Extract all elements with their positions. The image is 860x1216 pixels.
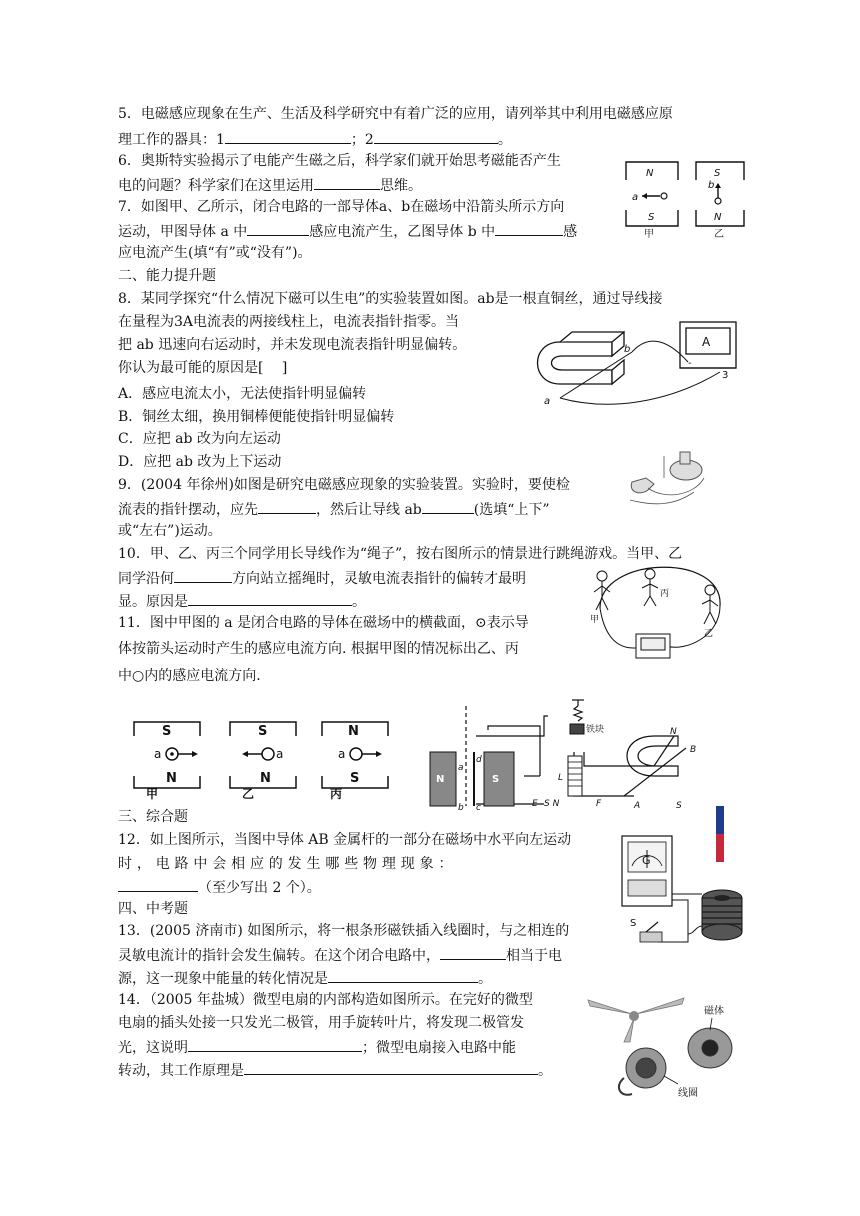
- q14-blank-1[interactable]: [188, 1035, 362, 1052]
- q7-line1: 7．如图甲、乙所示，闭合电路的一部导体a、b在磁场中沿箭头所示方向: [118, 199, 565, 215]
- fig8-label-b: b: [624, 344, 631, 355]
- q12-text-b: （至少写出 2 个）。: [198, 880, 321, 896]
- q5-text-a: 理工作的器具：1: [118, 132, 225, 148]
- q5-blank-2[interactable]: [374, 127, 498, 144]
- q14-line1: 14．（2005 年盐城）微型电扇的内部构造如图所示。在完好的微型: [118, 992, 533, 1008]
- figure-q13-coil: [618, 802, 753, 952]
- fig12-label-A: A: [634, 801, 641, 811]
- q9-text-c: (选填“上下”: [473, 502, 550, 518]
- fig11-yi-bottom: N: [260, 771, 271, 786]
- q10-line1: 10．甲、乙、丙三个同学用长导线作为“绳子”，按右图所示的情景进行跳绳游戏。当甲、乙: [118, 546, 683, 562]
- fig12-label-L: L: [558, 773, 564, 783]
- q6-line1: 6．奥斯特实验揭示了电能产生磁之后，科学家们就开始思考磁能否产生: [118, 153, 561, 169]
- q11-line3: 中○内的感应电流方向.: [118, 668, 261, 684]
- q14-text-a: 光，这说明: [118, 1040, 188, 1056]
- fig14-label-magnet: 磁体: [704, 1006, 724, 1017]
- fig12-label-c: c: [476, 803, 481, 813]
- fig12-label-N: N: [670, 727, 677, 737]
- q13-text-a: 灵敏电流计的指针会发生偏转。在这个闭合电路中，: [118, 948, 440, 964]
- q10-blank-1[interactable]: [174, 566, 232, 583]
- fig8-meter-label: A: [702, 335, 711, 349]
- fig7-label-b: b: [708, 180, 715, 191]
- fig10-label-jia: 甲: [590, 615, 600, 625]
- q9-blank-2[interactable]: [422, 497, 474, 514]
- q10-text-b2: 。: [352, 594, 366, 610]
- q7-line2: [118, 219, 577, 243]
- q14-text-b2: 。: [538, 1063, 552, 1079]
- q8-option-b[interactable]: B．铜丝太细，换用铜棒便能使指针明显偏转: [118, 409, 395, 425]
- q14-text-a2: 转动，其工作原理是: [118, 1063, 244, 1079]
- q10-line3: [118, 589, 366, 613]
- fig11-bing-bottom: S: [350, 771, 360, 786]
- fig12-label-a: a: [458, 763, 464, 773]
- q8-line2: 在量程为3A电流表的两接线柱上，电流表指针指零。当: [118, 314, 460, 330]
- fig12-label-F: F: [596, 799, 602, 809]
- q8-option-d[interactable]: D．应把 ab 改为上下运动: [118, 454, 282, 470]
- q12-line2: 时 ， 电 路 中 会 相 应 的 发 生 哪 些 物 理 现 象 ：: [118, 856, 453, 872]
- q13-line3: [118, 966, 492, 990]
- q5-text-b: ；2: [350, 132, 374, 148]
- fig11-caption-jia: 甲: [146, 787, 159, 801]
- fig12-label-B: B: [690, 745, 697, 755]
- fig11-jia-top: S: [162, 724, 172, 739]
- figure-q8-apparatus: [520, 312, 745, 412]
- fig11-bing-top: N: [348, 724, 359, 739]
- q13-text-b2: 。: [478, 971, 492, 987]
- q5-line1: 5．电磁感应现象在生产、生活及科学研究中有着广泛的应用，请列举其中利用电磁感应原: [118, 106, 673, 122]
- fig8-terminal-3: 3: [722, 370, 729, 381]
- fig7-bottom-right: N: [714, 212, 722, 223]
- figure-q14-fan: [584, 990, 754, 1102]
- fig7-caption-jia: 甲: [644, 229, 654, 240]
- fig8-label-a: a: [544, 396, 551, 407]
- q14-text-b: ；微型电扇接入电路中能: [362, 1040, 516, 1056]
- fig14-label-coil: 线圈: [678, 1088, 698, 1099]
- q6-text-a: 电的问题？科学家们在这里运用: [118, 178, 314, 194]
- q10-text-a: 同学沿何: [118, 571, 174, 587]
- fig7-caption-yi: 乙: [714, 229, 724, 240]
- q14-line2: 电扇的插头处接一只发光二极管，用手旋转叶片，将发现二极管发: [118, 1015, 524, 1031]
- fig10-label-bing: 丙: [660, 589, 670, 599]
- q8-option-c[interactable]: C．应把 ab 改为向左运动: [118, 431, 281, 447]
- fig12-label-SN: S N: [544, 799, 560, 809]
- q9-blank-1[interactable]: [258, 497, 316, 514]
- fig7-label-a: a: [632, 192, 639, 203]
- fig7-top-right: S: [714, 168, 721, 179]
- q14-line4: [118, 1058, 552, 1082]
- q7-text-a: 运动，甲图导体 a 中: [118, 224, 248, 240]
- svg-text:N: N: [436, 774, 445, 785]
- fig12-label-S: S: [676, 801, 682, 811]
- fig8-terminal-minus: -: [688, 358, 692, 369]
- q5-line2: [118, 127, 512, 151]
- q7-text-b: 感应电流产生，乙图导体 b 中: [309, 224, 496, 240]
- q12-line1: 12．如上图所示，当图中导体 AB 金属杆的一部分在磁场中水平向左运动: [118, 832, 572, 848]
- fig12-label-iron: 铁块: [586, 725, 605, 735]
- q10-blank-2[interactable]: [188, 589, 352, 606]
- q13-line1: 13．(2005 济南市) 如图所示，将一根条形磁铁插入线圈时，与之相连的: [118, 923, 570, 939]
- fig7-bottom-left: S: [648, 212, 655, 223]
- svg-text:a: a: [276, 747, 284, 761]
- q14-blank-2[interactable]: [244, 1058, 538, 1075]
- fig11-jia-bottom: N: [166, 771, 177, 786]
- fig13-label-S: S: [630, 918, 637, 929]
- q6-text-b: 思维。: [380, 178, 422, 194]
- q10-text-a2: 显。原因是: [118, 594, 188, 610]
- figure-q12-circuit: [424, 696, 714, 814]
- q8-line3: 把 ab 迅速向右运动时，并未发现电流表指针明显偏转。: [118, 337, 467, 353]
- fig12-label-E: E: [532, 799, 538, 809]
- q12-blank[interactable]: [118, 875, 198, 892]
- section-4-heading: 四、中考题: [118, 901, 188, 917]
- q7-text-c: 感: [563, 224, 578, 240]
- q13-line2: [118, 943, 562, 967]
- q8-line1: 8．某同学探究“什么情况下磁可以生电”的实验装置如图。ab是一根直铜丝，通过导线接: [118, 291, 663, 307]
- q9-text-a: 流表的指针摆动，应先: [118, 502, 258, 518]
- svg-text:a: a: [338, 747, 346, 761]
- figure-q9-apparatus: [624, 448, 720, 510]
- figure-q7-magnets: [620, 152, 750, 242]
- svg-text:a: a: [154, 747, 162, 761]
- fig13-label-G: G: [642, 854, 651, 867]
- q7-line3: 应电流产生(填“有”或“没有”)。: [118, 245, 312, 261]
- q13-blank-2[interactable]: [328, 966, 478, 983]
- q9-text-b: ，然后让导线 ab: [316, 502, 422, 518]
- q10-text-b: 方向站立摇绳时，灵敏电流表指针的偏转才最明: [232, 571, 526, 587]
- figure-q11-cross-sections: [126, 716, 416, 804]
- section-2-heading: 二、能力提升题: [118, 268, 216, 284]
- q13-blank-1[interactable]: [440, 943, 506, 960]
- q8-line4: 你认为最可能的原因是[ ]: [118, 360, 288, 376]
- q6-line2: [118, 173, 422, 197]
- fig12-label-b: b: [458, 803, 464, 813]
- fig11-yi-top: S: [258, 724, 268, 739]
- q7-blank-2[interactable]: [495, 219, 563, 236]
- fig11-caption-yi: 乙: [242, 787, 255, 801]
- fig7-top-left: N: [646, 168, 654, 179]
- q12-line3: [118, 875, 321, 899]
- q5-text-c: 。: [497, 132, 512, 148]
- q13-text-b: 相当于电: [506, 948, 562, 964]
- q11-line1: 11．图中甲图的 a 是闭合电路的导体在磁场中的横截面，⊙表示导: [118, 615, 529, 631]
- fig10-label-yi: 乙: [704, 629, 714, 639]
- q10-line2: [118, 566, 526, 590]
- q11-line2: 体按箭头运动时产生的感应电流方向. 根据甲图的情况标出乙、丙: [118, 641, 519, 657]
- q14-line3: [118, 1035, 516, 1059]
- fig11-caption-bing: 丙: [330, 787, 343, 801]
- q9-line3: 或“左右”)运动。: [118, 523, 222, 539]
- q13-text-a2: 源，这一现象中能量的转化情况是: [118, 971, 328, 987]
- q6-blank[interactable]: [314, 173, 380, 190]
- section-3-heading: 三、综合题: [118, 809, 188, 825]
- svg-text:S: S: [492, 774, 500, 785]
- q7-blank-1[interactable]: [247, 219, 309, 236]
- fig12-label-d: d: [476, 755, 482, 765]
- q9-line1: 9．(2004 年徐州)如图是研究电磁感应现象的实验装置。实验时，要使检: [118, 477, 570, 493]
- q8-option-a[interactable]: A．感应电流太小，无法使指针明显偏转: [118, 386, 367, 402]
- figure-q10-jump-rope: [586, 556, 736, 664]
- q9-line2: [118, 497, 550, 521]
- q5-blank-1[interactable]: [225, 127, 351, 144]
